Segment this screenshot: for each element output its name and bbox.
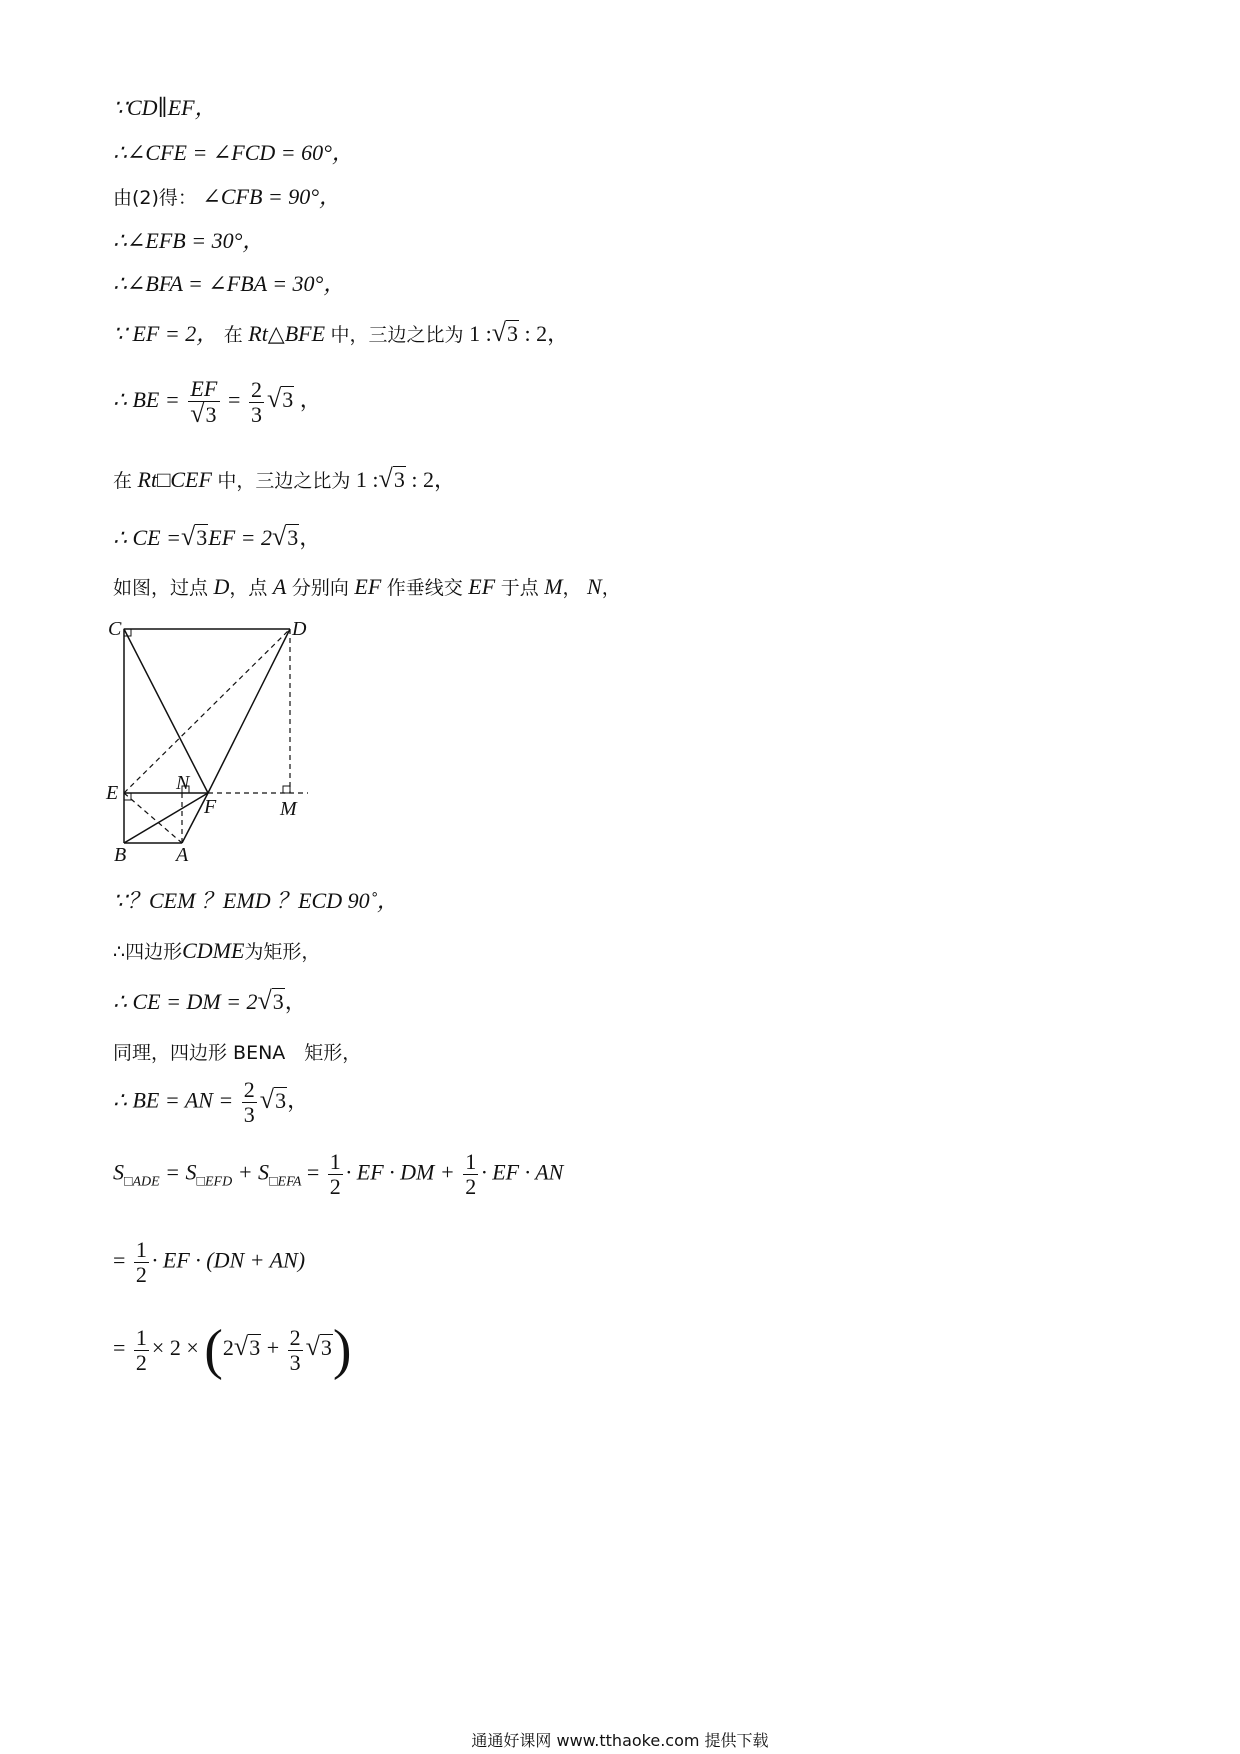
line-18-plus: + [266,1335,280,1361]
line-18-c: 2 [222,1335,234,1361]
fraction-ef-over-sqrt3 [188,377,219,427]
line-10-m: ， [601,577,621,599]
line-10-j: M [544,574,563,599]
line-7-end: ， [299,387,322,413]
segment-df [208,629,290,793]
line-18-b: × 2 × [151,1335,199,1361]
line-7-eq: = [228,387,241,413]
line-1: ∵CD∥EF， [113,95,217,120]
label-e: E [106,782,119,804]
fraction-numerator: 2 [250,376,262,402]
line-16-g: · EF · AN [481,1159,564,1185]
fraction-numerator: 1 [135,1324,147,1350]
fraction-one-half [463,1150,478,1199]
label-c: C [108,618,122,640]
sqrt-3: √3 [233,1332,261,1362]
line-9-e: ， [299,525,322,550]
fraction-two-thirds [249,378,264,427]
line-10-g: 作垂线交 [386,577,463,599]
label-d: D [292,618,307,640]
line-8-e: : 2， [411,467,456,492]
line-12-b: CDME [182,938,245,963]
line-13 [113,988,307,1015]
sqrt-arg: 3 [205,402,217,427]
label-n: N [176,772,190,794]
line-7-lead: ∴ BE = [113,387,180,413]
line-10-e: 分别向 [291,577,349,599]
line-9 [113,524,321,551]
segment-ed-dashed [124,629,290,793]
sqrt-3: √3 [266,384,294,414]
line-6 [113,320,569,348]
line-16 [113,1150,563,1199]
sqrt-3: √3 [180,522,208,551]
line-17-b: · EF · (DN + AN) [151,1247,306,1273]
area-s-efa-sub: □EFA [269,1174,302,1190]
fraction-denominator: 3 [250,401,262,427]
fraction-numerator: 2 [289,1324,301,1350]
line-17-eq: = [113,1247,126,1273]
line-11: ∵？CEM ？EMD ？ECD 90˚， [113,888,399,913]
fraction-numerator: 2 [243,1077,255,1102]
line-12 [113,938,320,965]
line-6-b: 在 [223,324,243,346]
fraction-denominator: 2 [135,1262,147,1287]
right-paren: ) [332,1319,352,1381]
fraction-one-half [134,1238,149,1287]
label-b: B [114,844,127,866]
sqrt-3: √3 [378,464,405,493]
sqrt-3: √3 [491,318,518,347]
fraction-two-thirds [242,1078,257,1127]
fraction-denominator: 3 [289,1349,301,1375]
line-12-c: 为矩形， [244,941,321,963]
line-8-b: Rt□CEF [137,467,212,492]
segment-cf [124,629,208,793]
line-4: ∴∠EFB = 30°， [113,228,265,253]
fraction-denominator: 2 [329,1174,341,1199]
line-17 [113,1238,305,1287]
fraction-denominator: 3 [243,1102,255,1127]
line-10-d: A [272,574,287,599]
line-3-prefix: 由(2)得： [113,187,197,209]
area-s-efa: + S [232,1159,270,1185]
left-paren: ( [204,1319,223,1381]
line-10-i: 于点 [500,577,539,599]
line-15-a: ∴ BE = AN = [113,1087,234,1113]
line-8-d: 1 : [355,467,379,492]
fraction-one-half [328,1150,343,1199]
line-7 [113,377,322,427]
line-14: 同理，四边形 BENA 矩形， [113,1042,362,1064]
sqrt-3: √3 [305,1332,332,1362]
area-s-efd-sub: □EFD [196,1174,233,1190]
page-footer: 通通好课网 www.tthaoke.com 提供下载 [471,1731,769,1750]
line-3 [113,184,341,211]
line-10-a: 如图，过点 [113,577,209,599]
line-8-c: 中，三边之比为 [217,470,351,492]
line-15-c: ， [287,1087,310,1113]
line-12-a: ∴四边形 [113,941,183,963]
line-6-e: 1 : [469,321,492,346]
line-16-e: · EF · DM + [345,1159,455,1185]
line-18-eq: = [113,1335,126,1361]
line-6-c: Rt△BFE [248,321,326,346]
label-m: M [280,798,297,820]
segment-ea-dashed [124,793,182,843]
line-10-h: EF [468,574,496,599]
sqrt-3: √3 [257,986,284,1015]
line-13-c: ， [284,989,307,1014]
line-16-eq: = [301,1159,320,1185]
line-9-a: ∴ CE = [113,525,181,550]
line-8 [113,466,456,494]
line-6-f: : 2， [524,321,570,346]
label-f: F [204,796,217,818]
fraction-two-thirds [288,1326,303,1375]
line-3-rest: ∠CFB = 90°， [202,184,342,209]
fraction-denominator: √3 [190,399,217,428]
line-10-f: EF [354,574,382,599]
line-6-a: ∵ EF = 2， [113,321,219,346]
sqrt-3: √3 [271,522,299,551]
fraction-numerator: 1 [135,1237,147,1262]
fraction-one-half [134,1326,149,1375]
label-a: A [176,844,189,866]
fraction-numerator: 1 [465,1149,477,1174]
line-5: ∴∠BFA = ∠FBA = 30°， [113,271,346,296]
line-8-a: 在 [113,470,133,492]
area-s-ade-sub: □ADE [124,1174,160,1190]
line-6-d: 中，三边之比为 [330,324,464,346]
line-10 [113,574,621,601]
line-10-b: D [213,574,230,599]
line-9-c: EF = 2 [208,525,272,550]
right-angle-m [283,786,290,793]
geometry-figure [100,605,360,875]
fraction-denominator: 2 [135,1349,147,1375]
line-10-c: ，点 [229,577,268,599]
fraction-numerator: EF [188,377,219,402]
line-2: ∴∠CFE = ∠FCD = 60°， [113,140,354,165]
area-s-efd: = S [159,1159,197,1185]
fraction-denominator: 2 [465,1174,477,1199]
area-s-ade: S [113,1159,124,1185]
sqrt-3: √3 [259,1084,287,1114]
line-15 [113,1078,309,1127]
line-10-l: N [587,574,602,599]
line-18 [113,1319,352,1381]
line-10-k: ， [562,577,582,599]
line-13-a: ∴ CE = DM = 2 [113,989,258,1014]
fraction-numerator: 1 [329,1149,341,1174]
